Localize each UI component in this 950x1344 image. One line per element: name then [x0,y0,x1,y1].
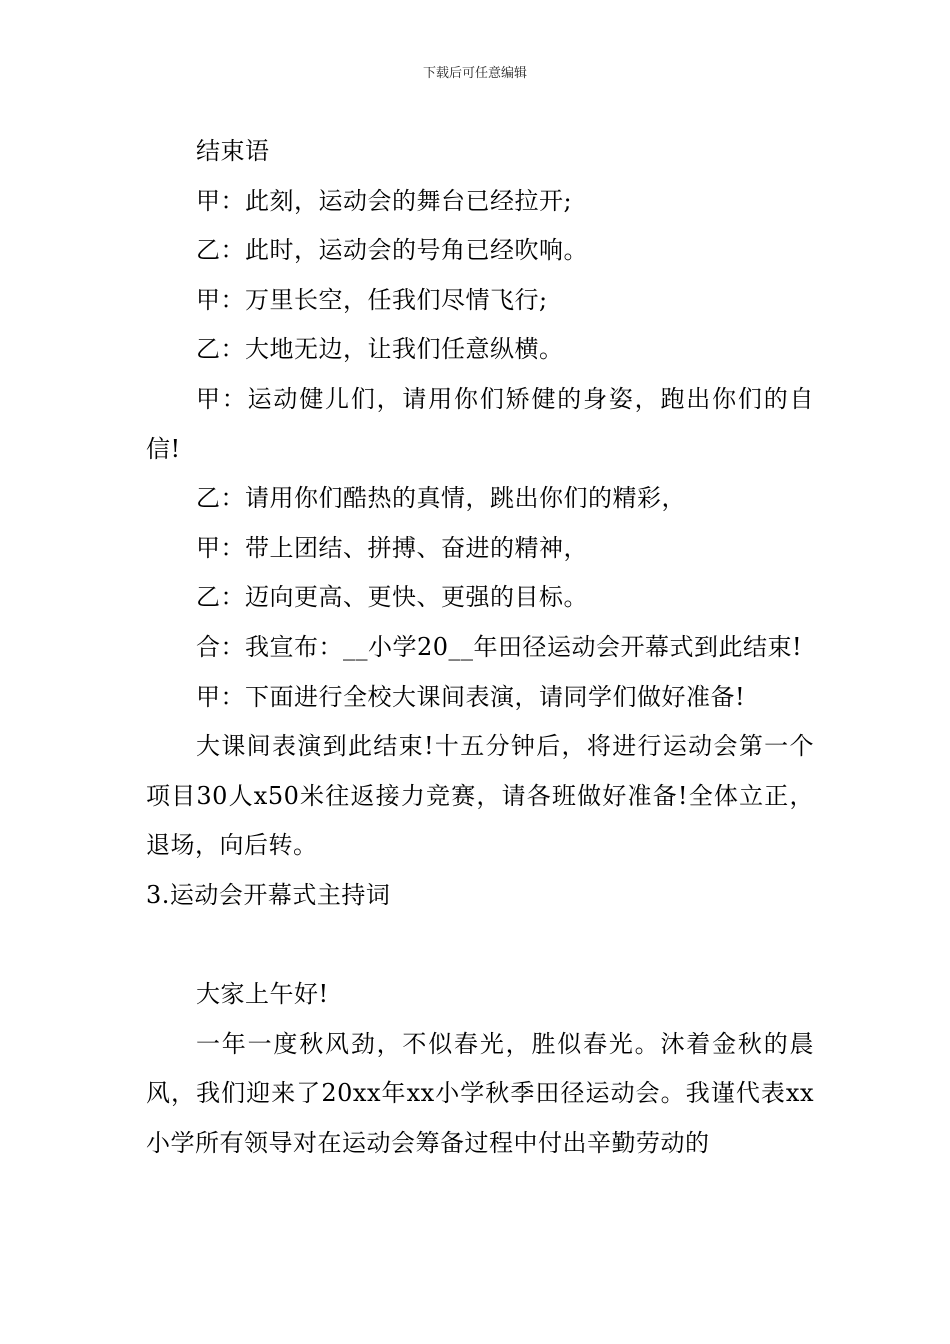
dialogue-line: 乙：请用你们酷热的真情，跳出你们的精彩， [196,484,686,513]
blank-line [146,921,814,971]
dialogue-line: 甲：万里长空，任我们尽情飞行; [196,285,548,314]
section-heading: 3.运动会开幕式主持词 [146,880,391,909]
dialogue-line: 甲：此刻，运动会的舞台已经拉开; [196,186,573,215]
dialogue-line: 乙：迈向更高、更快、更强的目标。 [196,583,588,612]
dialogue-line: 甲：运动健儿们，请用你们矫健的身姿，跑出你们的自信! [146,384,814,463]
page-header-note: 下载后可任意编辑 [422,66,527,81]
dialogue-line: 乙：大地无边，让我们任意纵横。 [196,335,564,364]
dialogue-line: 合：我宣布：__小学20__年田径运动会开幕式到此结束! [196,632,803,661]
document-body [146,127,814,1168]
dialogue-line: 甲：带上团结、拼搏、奋进的精神， [196,533,588,562]
dialogue-line: 甲：下面进行全校大课间表演，请同学们做好准备! [196,682,746,711]
closing-title: 结束语 [196,137,270,165]
dialogue-line: 乙：此时，运动会的号角已经吹响。 [196,236,588,265]
greeting-paragraph: 大家上午好! [196,980,329,1009]
body-paragraph: 大课间表演到此结束!十五分钟后，将进行运动会第一个项目30人x50米往返接力竞赛，请各班做好准备!全体立正，退场，向后转。 [146,732,814,860]
body-paragraph: 一年一度秋风劲，不似春光，胜似春光。沐着金秋的晨风，我们迎来了20xx年xx小学秋季田径运动会。我谨代表xx小学所有领导对在运动会筹备过程中付出辛勤劳动的 [146,1029,814,1157]
